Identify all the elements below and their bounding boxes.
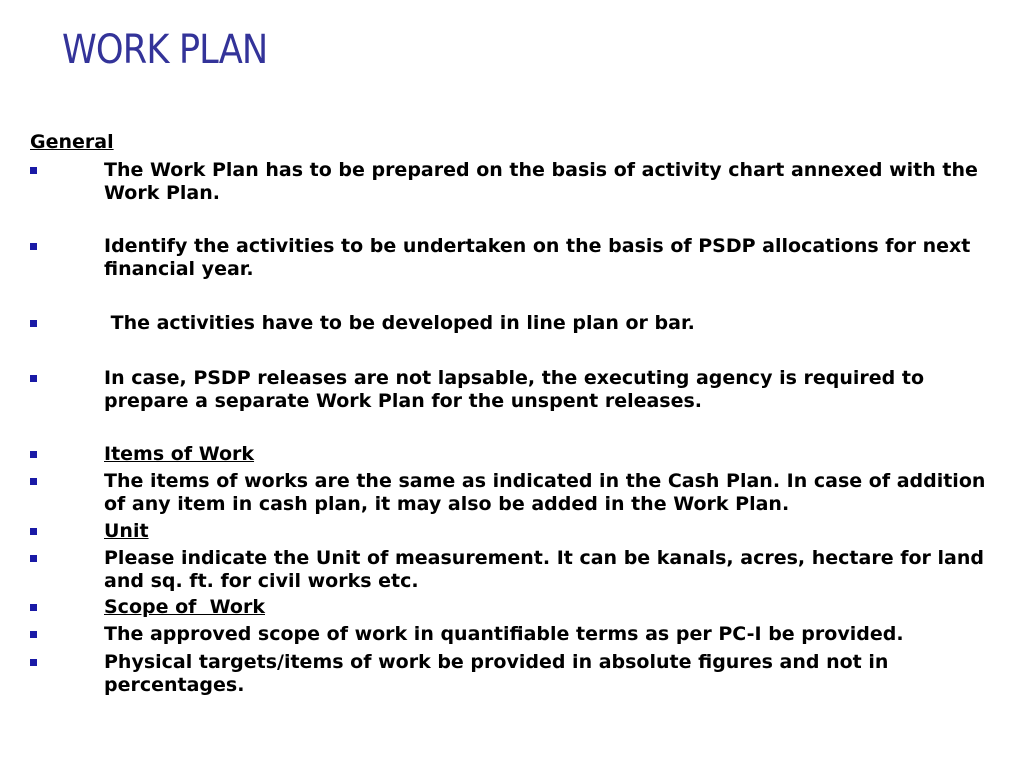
bullet-text: The items of works are the same as indicated in the Cash Plan. In case of addition of any item in cash plan, it may also be added in the Work Plan. [104, 470, 986, 515]
square-bullet-icon [30, 555, 37, 562]
section-heading-scope-of-work: Scope of Work [104, 596, 265, 618]
bullet-text: The Work Plan has to be prepared on the basis of activity chart annexed with the Work Plan. [104, 159, 978, 204]
bullet-text: Physical targets/items of work be provided in absolute figures and not in percentages. [104, 651, 889, 696]
square-bullet-icon [30, 167, 37, 174]
square-bullet-icon [30, 375, 37, 382]
section-heading-items-of-work: Items of Work [104, 443, 255, 465]
general-heading: General [30, 131, 114, 153]
square-bullet-icon [30, 659, 37, 666]
square-bullet-icon [30, 604, 37, 611]
square-bullet-icon [30, 528, 37, 535]
square-bullet-icon [30, 478, 37, 485]
square-bullet-icon [30, 631, 37, 638]
section-heading-unit: Unit [104, 520, 149, 542]
slide-title: WORK PLAN [62, 27, 268, 73]
square-bullet-icon [30, 320, 37, 327]
bullet-text: Identify the activities to be undertaken on the basis of PSDP allocations for next financial year. [104, 235, 971, 280]
bullet-text: In case, PSDP releases are not lapsable, the executing agency is required to prepare a separate Work Plan for the unspent releases. [104, 367, 925, 412]
square-bullet-icon [30, 243, 37, 250]
bullet-text: The approved scope of work in quantifiable terms as per PC-I be provided. [104, 623, 904, 645]
bullet-text: The activities have to be developed in line plan or bar. [104, 312, 695, 334]
bullet-text: Please indicate the Unit of measurement. It can be kanals, acres, hectare for land and sq. ft. for civil works etc. [104, 547, 984, 592]
square-bullet-icon [30, 451, 37, 458]
